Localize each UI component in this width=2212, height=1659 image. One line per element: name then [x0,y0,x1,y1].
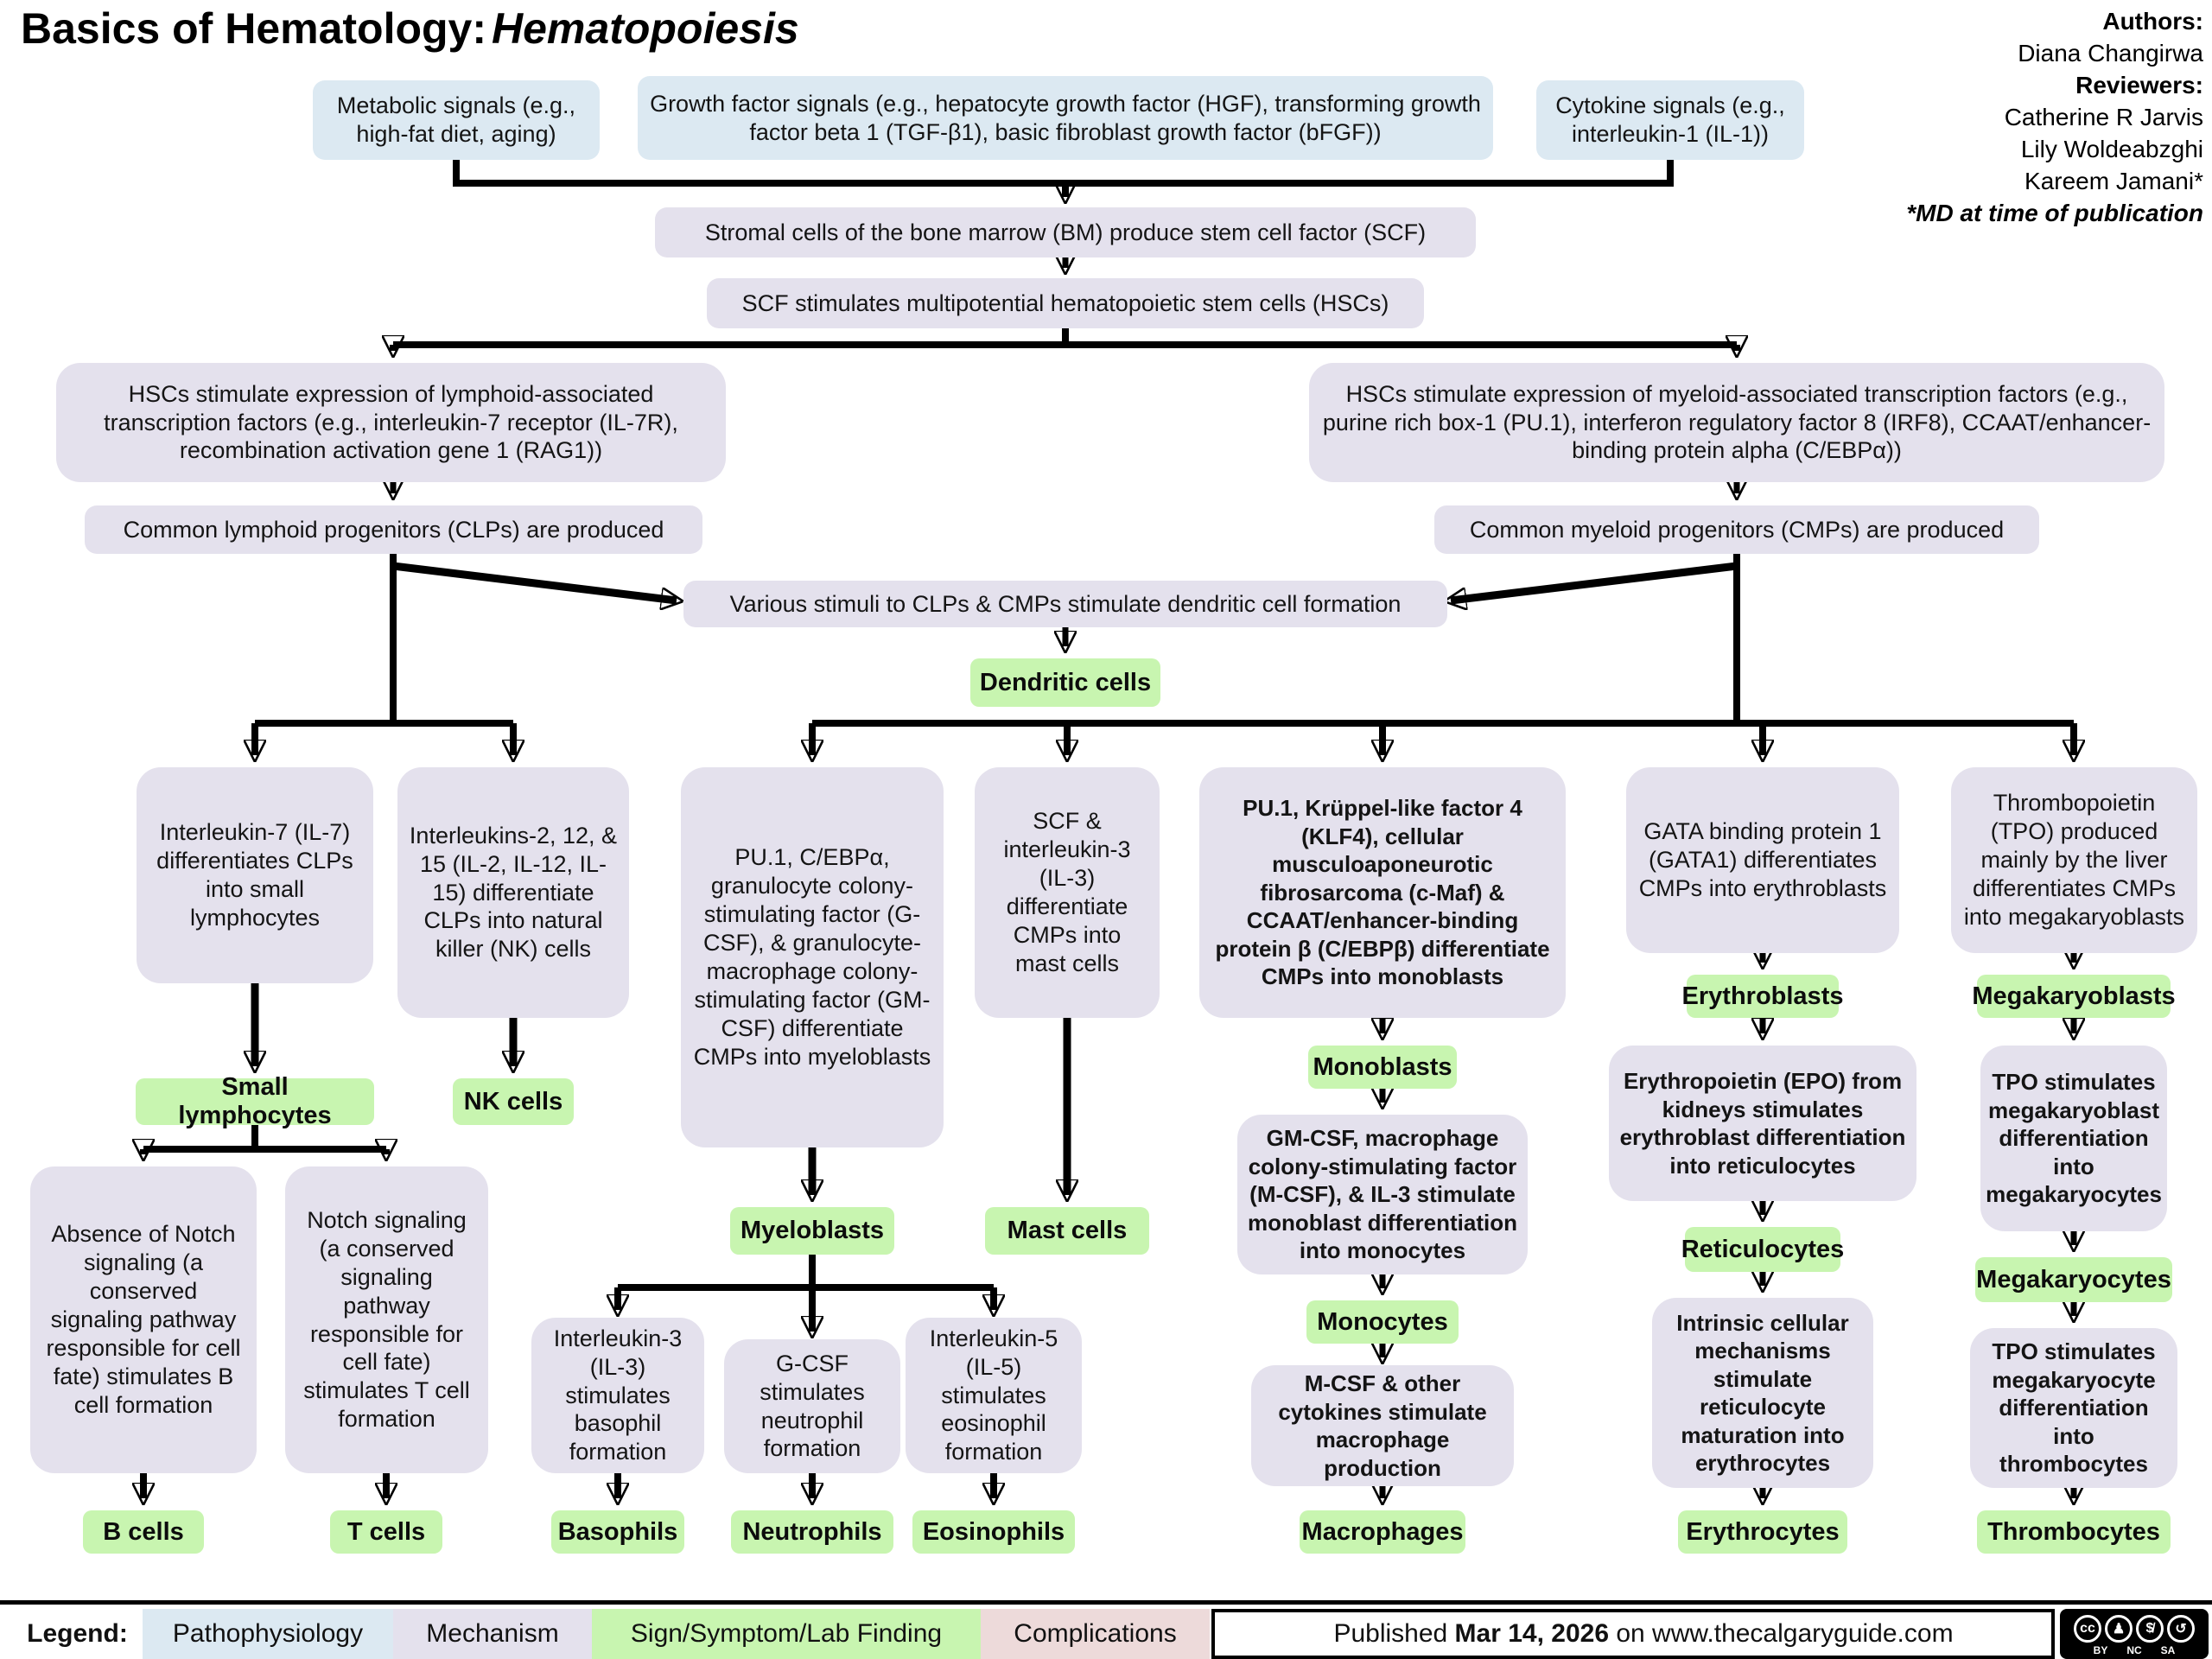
node-il7-differentiates-clps: Interleukin-7 (IL-7) differentiates CLPs into small lymphocytes [137,767,373,983]
node-clp-produced: Common lymphoid progenitors (CLPs) are produced [85,505,702,554]
node-t-cells: T cells [330,1510,442,1554]
node-monoblasts: Monoblasts [1308,1046,1457,1089]
node-absence-notch-b-cell: Absence of Notch signaling (a conserved signaling pathway responsible for cell fate) stimulates B cell formation [30,1166,257,1473]
node-basophils: Basophils [551,1510,684,1554]
reviewer: Catherine R Jarvis [2004,104,2203,130]
cc-icon-row [2074,1615,2195,1643]
node-tpo-megakaryoblasts: Thrombopoietin (TPO) produced mainly by the liver differentiates CMPs into megakaryoblasts [1951,767,2197,953]
license-part-sa: SA [2160,1644,2176,1656]
authors-label: Authors: [2102,8,2203,35]
node-megakaryocytes: Megakaryocytes [1975,1257,2172,1302]
published-site: on www.thecalgaryguide.com [1609,1619,1954,1648]
node-tpo-megakaryocyte-differentiation: TPO stimulates megakaryocyte differentiation into thrombocytes [1970,1328,2177,1488]
node-metabolic-signals: Metabolic signals (e.g., high-fat diet, aging) [313,80,600,160]
node-cytokine-signals: Cytokine signals (e.g., interleukin-1 (IL-1)) [1536,80,1804,160]
node-hsc-myeloid: HSCs stimulate expression of myeloid-associated transcription factors (e.g., purine rich box-1 (PU.1), interferon regulatory factor 8 (IRF8), CCAAT/enhancer-binding protein alpha (C/EBPα)) [1309,363,2164,482]
node-myeloblasts: Myeloblasts [730,1207,894,1255]
reviewers-label: Reviewers: [2075,72,2203,99]
node-notch-t-cell: Notch signaling (a conserved signaling pathway responsible for cell fate) stimulates T cell formation [285,1166,488,1473]
node-dendritic-cells: Dendritic cells [970,658,1160,707]
node-various-stimuli-dendritic: Various stimuli to CLPs & CMPs stimulate dendritic cell formation [683,581,1447,627]
node-gcsf-neutrophil-formation: G-CSF stimulates neutrophil formation [724,1339,900,1473]
page-title [21,3,799,54]
node-b-cells: B cells [83,1510,204,1554]
node-mcsf-macrophage-production: M-CSF & other cytokines stimulate macrophage production [1251,1365,1514,1486]
node-scf-stimulates-hscs: SCF stimulates multipotential hematopoietic stem cells (HSCs) [707,278,1424,328]
node-epo-reticulocytes: Erythropoietin (EPO) from kidneys stimulates erythroblast differentiation into reticulocytes [1609,1046,1916,1201]
node-gata1-erythroblasts: GATA binding protein 1 (GATA1) differentiates CMPs into erythroblasts [1626,767,1899,953]
legend-item-mechanism: Mechanism [393,1609,592,1659]
credits [1906,5,2203,229]
node-nk-cells: NK cells [453,1078,574,1125]
node-erythroblasts: Erythroblasts [1687,975,1839,1018]
cc-icon: cc [2074,1615,2101,1643]
legend-label: Legend: [27,1619,128,1648]
node-growth-factor-signals: Growth factor signals (e.g., hepatocyte growth factor (HGF), transforming growth factor beta 1 (TGF-β1), basic fibroblast growth factor (bFGF)) [638,76,1493,160]
reviewer: Lily Woldeabzghi [2020,136,2203,162]
license-part-nc: NC [2126,1644,2142,1656]
nc-icon: $̸ [2136,1615,2164,1643]
node-eosinophils: Eosinophils [912,1510,1075,1554]
node-stromal-cells: Stromal cells of the bone marrow (BM) produce stem cell factor (SCF) [655,207,1476,257]
cc-license-badge [2060,1609,2209,1659]
legend-bar [0,1600,2212,1659]
node-gmcsf-mcsf-il3-monocytes: GM-CSF, macrophage colony-stimulating factor (M-CSF), & IL-3 stimulate monoblast differentiation into monocytes [1237,1115,1528,1274]
node-small-lymphocytes: Small lymphocytes [136,1078,374,1125]
sa-icon: ↺ [2167,1615,2195,1643]
reviewer: Kareem Jamani* [2024,168,2203,194]
cc-license-caption [2094,1644,2176,1656]
page-title-prefix: Basics of Hematology: [21,4,487,53]
node-thrombocytes: Thrombocytes [1977,1510,2171,1554]
node-hsc-lymphoid: HSCs stimulate expression of lymphoid-associated transcription factors (e.g., interleukin-7 receptor (IL-7R), recombination activation gene 1 (RAG1)) [56,363,726,482]
publication-info [1211,1609,2055,1659]
node-scf-il3-mast-cells: SCF & interleukin-3 (IL-3) differentiate CMPs into mast cells [975,767,1160,1018]
legend-item-sign-symptom-lab-finding: Sign/Symptom/Lab Finding [592,1609,981,1659]
node-neutrophils: Neutrophils [731,1510,893,1554]
legend-item-pathophysiology: Pathophysiology [143,1609,393,1659]
node-erythrocytes: Erythrocytes [1678,1510,1847,1554]
node-macrophages: Macrophages [1300,1510,1465,1554]
license-part-by: BY [2093,1644,2108,1656]
node-intrinsic-reticulocyte-maturation: Intrinsic cellular mechanisms stimulate reticulocyte maturation into erythrocytes [1652,1298,1873,1488]
node-il2-12-15-differentiate-clps: Interleukins-2, 12, & 15 (IL-2, IL-12, IL-15) differentiate CLPs into natural killer (NK) cells [397,767,629,1018]
node-klf4-cmaf-monoblasts: PU.1, Krüppel-like factor 4 (KLF4), cellular musculoaponeurotic fibrosarcoma (c-Maf) & CCAAT/enhancer-binding protein β (C/EBPβ) differentiate CMPs into monoblasts [1199,767,1566,1018]
node-megakaryoblasts: Megakaryoblasts [1977,975,2171,1018]
node-cmp-produced: Common myeloid progenitors (CMPs) are produced [1434,505,2039,554]
published-prefix: Published [1333,1619,1455,1648]
node-monocytes: Monocytes [1306,1300,1459,1344]
page-title-emphasis: Hematopoiesis [492,4,799,53]
credits-note: *MD at time of publication [1906,200,2203,226]
published-date: Mar 14, 2026 [1454,1619,1610,1648]
node-pu1-gcsf-gmcsf-myeloblasts: PU.1, C/EBPα, granulocyte colony-stimulating factor (G-CSF), & granulocyte-macrophage colony-stimulating factor (GM-CSF) differentiate CMPs into myeloblasts [681,767,944,1147]
node-il5-eosinophil-formation: Interleukin-5 (IL-5) stimulates eosinophil formation [906,1318,1082,1473]
author: Diana Changirwa [2018,40,2203,67]
by-icon: ♟ [2105,1615,2133,1643]
node-reticulocytes: Reticulocytes [1685,1227,1840,1272]
node-tpo-megakaryoblast-differentiation: TPO stimulates megakaryoblast differentiation into megakaryocytes [1980,1046,2167,1231]
legend-item-complications: Complications [981,1609,1210,1659]
node-il3-basophil-formation: Interleukin-3 (IL-3) stimulates basophil formation [531,1318,704,1473]
node-mast-cells: Mast cells [985,1207,1149,1255]
